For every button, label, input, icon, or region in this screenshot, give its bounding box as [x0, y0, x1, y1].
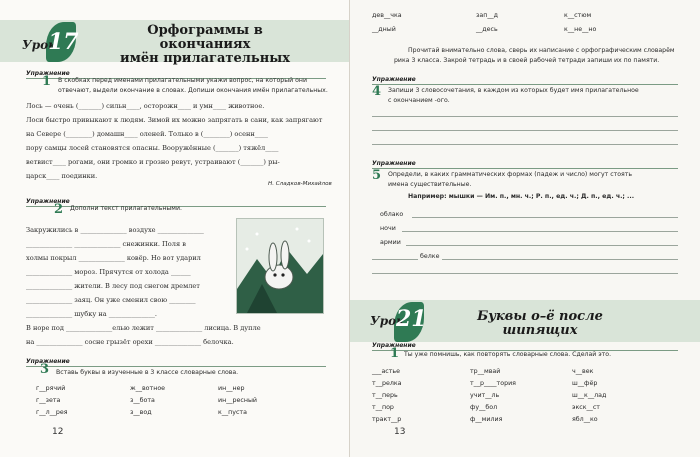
dictionary-word: к__стюм — [564, 12, 592, 19]
exercise-text-line: царск____ поединки. — [26, 172, 98, 180]
dictionary-word: ф__милия — [470, 416, 503, 423]
dictionary-word: ин__нер — [218, 385, 245, 392]
dictionary-word: з__бота — [130, 397, 155, 404]
writing-line — [442, 259, 678, 260]
writing-line — [406, 245, 678, 246]
exercise-text-line: пору самцы лосей становятся опасны. Вооружённые (_______) тяжёл____ — [26, 144, 279, 152]
exercise-label: Упражнение — [26, 70, 70, 77]
dictionary-word: экск__ст — [572, 404, 600, 411]
exercise-text-line: Лось — очень (_______) сильн____, осторожн____ и умн____ животное. — [26, 102, 265, 110]
right-page — [350, 0, 700, 457]
exercise-number: 1 — [42, 74, 52, 89]
lesson-label: Урок — [22, 38, 57, 52]
noun-word: ночи — [380, 225, 396, 232]
exercise-instruction: Вставь буквы в изученные в 3 классе словарные слова. — [56, 369, 239, 376]
divider — [372, 84, 678, 85]
dictionary-word: __дный — [372, 26, 396, 33]
exercise-text-line: ветвист____ рогами, они громко и грозно ревут, устраивают (_______) ры- — [26, 158, 280, 166]
dictionary-word: тракт__р — [372, 416, 402, 423]
exercise-instruction: В скобках перед именами прилагательными укажи вопрос, на который они — [58, 77, 307, 84]
note-text: рика 3 класса. Закрой тетрадь и в своей рабочей тетради запиши их по памяти. — [394, 57, 660, 64]
dictionary-word: к__пуста — [218, 409, 247, 416]
exercise-label: Упражнение — [26, 358, 70, 365]
exercise-label: Упражнение — [372, 342, 416, 349]
exercise-number: 4 — [372, 84, 382, 99]
exercise-text-line: ______________ мороз. Прячутся от холода ______ — [26, 268, 191, 276]
exercise-text-line: на ______________ сосне грызёт орехи ______________ белочка. — [26, 338, 234, 346]
dictionary-word: г__рячий — [36, 385, 66, 392]
exercise-text-line: Лоси быстро привыкают к людям. Зимой их можно запрягать в сани, как запрягают — [26, 116, 323, 124]
writing-line — [372, 144, 678, 145]
dictionary-word: т__р____тория — [470, 380, 516, 387]
exercise-number: 5 — [372, 168, 382, 183]
exercise-instruction: Дополни текст прилагательными. — [70, 205, 182, 212]
dictionary-word: т__пор — [372, 404, 394, 411]
noun-word: армии — [380, 239, 401, 246]
writing-line — [402, 231, 678, 232]
exercise-text-line: ______________ ______________ снежинки. Поля в — [26, 240, 186, 248]
exercise-instruction: имена существительные. — [388, 181, 472, 188]
exercise-instruction: Определи, в каких грамматических формах (падеж и число) могут стоять — [388, 171, 633, 178]
dictionary-word: учит__ль — [470, 392, 500, 399]
writing-line — [372, 259, 418, 260]
exercise-label: Упражнение — [26, 198, 70, 205]
dictionary-word: к__не__но — [564, 26, 597, 33]
exercise-example: Например: мышки — Им. п., мн. ч.; Р. п., ед. ч.; Д. п., ед. ч.; ... — [408, 193, 635, 200]
exercise-text-line: ______________ шубку на ______________. — [26, 310, 158, 318]
dictionary-word: зап__д — [476, 12, 498, 19]
dictionary-word: тр__мвай — [470, 368, 501, 375]
exercise-text-line: ______________ жители. В лесу под снегом дремлет — [26, 282, 200, 290]
exercise-label: Упражнение — [372, 160, 416, 167]
lesson-number: 17 — [48, 29, 79, 55]
noun-word: белке — [420, 253, 440, 260]
dictionary-word: ч__век — [572, 368, 594, 375]
exercise-number: 3 — [40, 362, 50, 377]
exercise-text-line: на Севере (________) домашн____ оленей. Только в (________) осенн____ — [26, 130, 268, 138]
dictionary-word: __десь — [476, 26, 498, 33]
lesson-title: Орфограммы в окончаниях имён прилагательных — [119, 23, 291, 66]
hare-icon — [237, 219, 323, 313]
dictionary-word: г__зета — [36, 397, 61, 404]
dictionary-word: г__л__рея — [36, 409, 68, 416]
lesson-number: 21 — [396, 306, 427, 332]
dictionary-word: т__релка — [372, 380, 402, 387]
page-number: 13 — [394, 427, 406, 437]
exercise-instruction: Запиши 3 словосочетания, в каждом из которых будет имя прилагательное — [388, 87, 639, 94]
note-text: Прочитай внимательно слова, сверь их написание с орфографическим словарём — [408, 47, 675, 54]
divider — [26, 366, 326, 367]
exercise-instruction: с окончанием -ого. — [388, 97, 450, 104]
exercise-label: Упражнение — [372, 76, 416, 83]
dictionary-word: ш__к__лад — [572, 392, 607, 399]
dictionary-word: дев__чка — [372, 12, 402, 19]
dictionary-word: з__вод — [130, 409, 152, 416]
exercise-number: 2 — [54, 202, 64, 217]
page-number: 12 — [52, 427, 64, 437]
dictionary-word: ин__ресный — [218, 397, 258, 404]
exercise-text-line: В норе под ______________елью лежит ______________ лисица. В дупле — [26, 324, 261, 332]
divider — [372, 168, 678, 169]
author: Н. Сладков-Михайлов — [268, 181, 332, 187]
dictionary-word: ш__фёр — [572, 380, 598, 387]
winter-hare-illustration — [236, 218, 324, 314]
exercise-text-line: Закружились в ______________ воздухе ______________ — [26, 226, 204, 234]
exercise-text-line: ______________ заяц. Он уже сменил свою ________ — [26, 296, 196, 304]
lesson-label: Урок — [370, 314, 405, 328]
dictionary-word: т__перь — [372, 392, 398, 399]
lesson-title: Буквы о–ё после шипящих — [477, 309, 603, 338]
writing-line — [372, 273, 678, 274]
dictionary-word: ___астье — [372, 368, 401, 375]
exercise-instruction: отвечают, выдели окончание в словах. Допиши окончания имён прилагательных. — [58, 87, 328, 94]
dictionary-word: ябл__ко — [572, 416, 598, 423]
dictionary-word: ж__вотное — [130, 385, 166, 392]
writing-line — [372, 116, 678, 117]
noun-word: облако — [380, 211, 404, 218]
exercise-text-line: холмы покрыл ______________ ковёр. Но вот ударил — [26, 254, 201, 262]
exercise-number: 1 — [390, 346, 400, 361]
writing-line — [412, 217, 678, 218]
dictionary-word: фу__бол — [470, 404, 498, 411]
exercise-instruction: Ты уже помнишь, как повторять словарные слова. Сделай это. — [404, 351, 612, 358]
writing-line — [372, 130, 678, 131]
